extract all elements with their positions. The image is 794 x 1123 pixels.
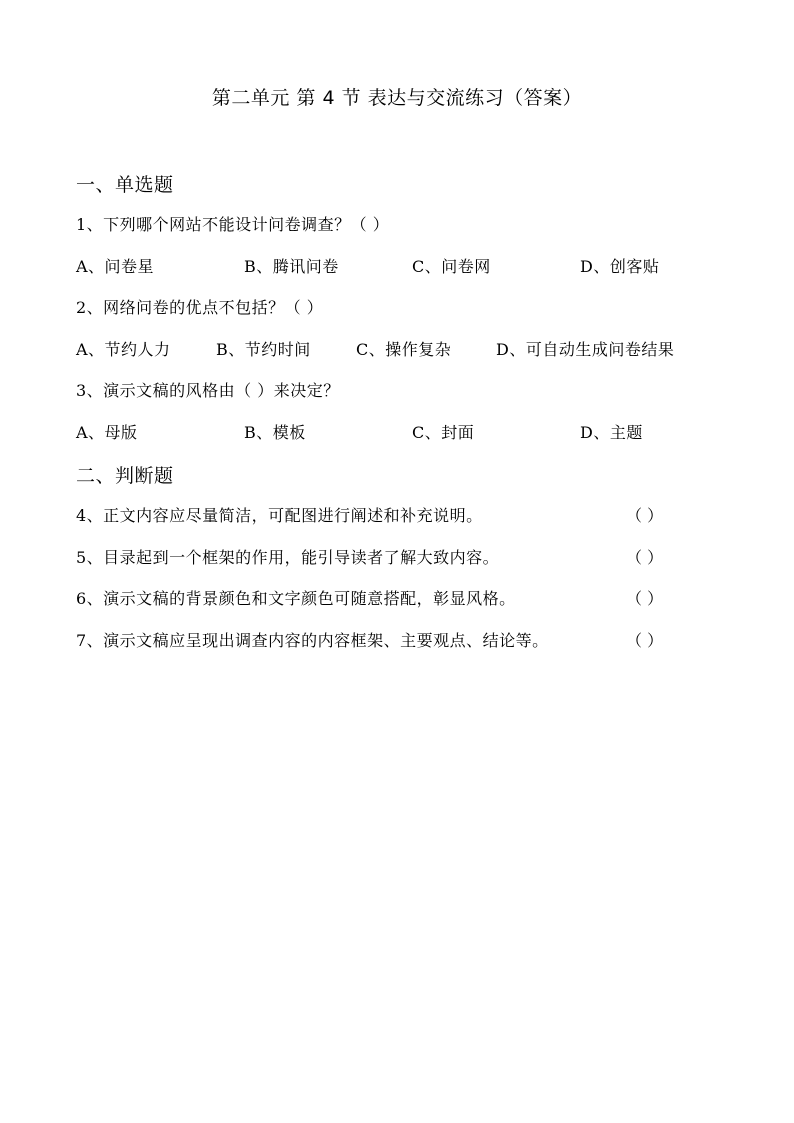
question-3-option-c: C、封面 (412, 423, 475, 442)
question-2: 2、网络问卷的优点不包括？（ ） (76, 298, 324, 317)
question-2-option-c: C、操作复杂 (356, 340, 452, 359)
question-1-option-c: C、问卷网 (412, 257, 491, 276)
question-2-option-a: A、节约人力 (76, 340, 171, 359)
judgement-item-6-answer-blank: （ ） (626, 589, 664, 608)
question-1-option-b: B、腾讯问卷 (244, 257, 339, 276)
judgement-item-6: 6、演示文稿的背景颜色和文字颜色可随意搭配，彰显风格。 (76, 589, 516, 608)
question-1-option-d: D、创客贴 (580, 257, 660, 276)
question-3-option-d: D、主题 (580, 423, 643, 442)
judgement-item-4: 4、正文内容应尽量简洁，可配图进行阐述和补充说明。 (76, 506, 483, 525)
question-2-option-b: B、节约时间 (216, 340, 311, 359)
question-1-option-a: A、问卷星 (76, 257, 155, 276)
section-heading-single-choice: 一、单选题 (76, 174, 174, 196)
page-title: 第二单元 第 4 节 表达与交流练习（答案） (211, 87, 583, 109)
question-1: 1、下列哪个网站不能设计问卷调查？（ ） (76, 215, 390, 234)
question-2-option-d: D、可自动生成问卷结果 (496, 340, 675, 359)
judgement-item-5-answer-blank: （ ） (626, 548, 664, 567)
judgement-item-5: 5、目录起到一个框架的作用，能引导读者了解大致内容。 (76, 548, 500, 567)
judgement-item-4-answer-blank: （ ） (626, 506, 664, 525)
question-3-option-a: A、母版 (76, 423, 138, 442)
section-heading-true-false: 二、判断题 (76, 465, 174, 487)
question-3-option-b: B、模板 (244, 423, 306, 442)
judgement-item-7-answer-blank: （ ） (626, 631, 664, 650)
judgement-item-7: 7、演示文稿应呈现出调查内容的内容框架、主要观点、结论等。 (76, 631, 549, 650)
question-3: 3、演示文稿的风格由（ ）来决定？ (76, 381, 340, 400)
